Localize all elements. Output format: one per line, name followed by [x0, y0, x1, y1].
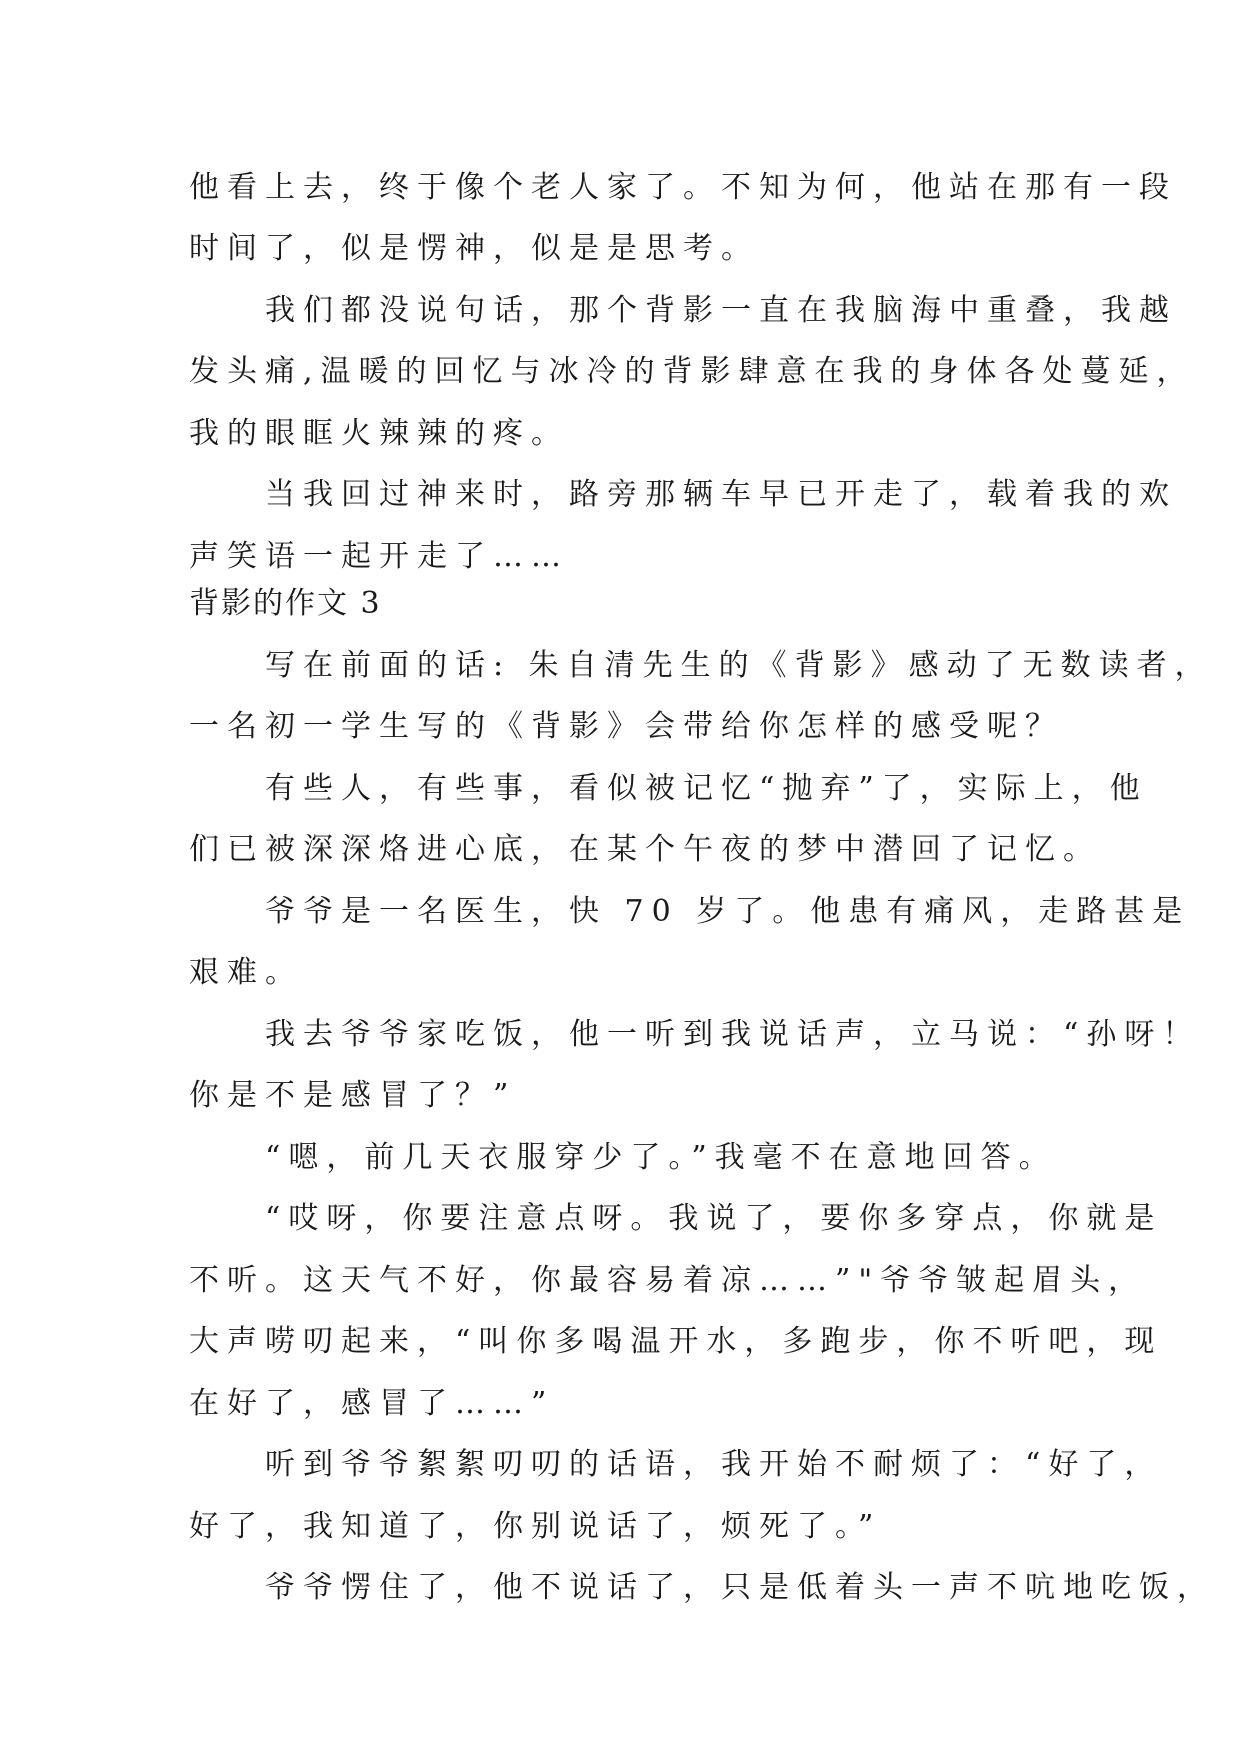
text-line: 一名初一学生写的《背影》会带给你怎样的感受呢？ — [189, 709, 1063, 744]
text-line: 时间了，似是愣神，似是是思考。 — [189, 231, 759, 266]
text-line: 我的眼眶火辣辣的疼。 — [189, 416, 569, 451]
text-line: 你是不是感冒了？” — [189, 1078, 517, 1113]
text-line: 在好了，感冒了……” — [189, 1386, 555, 1421]
text-line: 当我回过神来时，路旁那辆车早已开走了，载着我的欢 — [189, 477, 1177, 512]
text-line: 艰难。 — [189, 955, 303, 990]
text-line: 写在前面的话: 朱自清先生的《背影》感动了无数读者， — [189, 648, 1213, 683]
text-line: 他看上去，终于像个老人家了。不知为何，他站在那有一段 — [189, 170, 1177, 205]
text-line: 爷爷愣住了，他不说话了，只是低着头一声不吭地吃饭， — [189, 1570, 1215, 1605]
text-line: 不听。这天气不好，你最容易着凉……”"爷爷皱起眉头， — [189, 1263, 1147, 1298]
text-line: 好了，我知道了，你别说话了，烦死了。” — [189, 1509, 882, 1544]
text-line: 大声唠叨起来，“叫你多喝温开水，多跑步，你不听吧，现 — [189, 1324, 1163, 1359]
text-line: 发头痛,温暖的回忆与冰冷的背影肆意在我的身体各处蔓延， — [189, 354, 1195, 389]
text-line: 听到爷爷絮絮叨叨的话语，我开始不耐烦了：“好了， — [189, 1447, 1163, 1482]
text-line: 爷爷是一名医生，快 70 岁了。他患有痛风，走路甚是 — [189, 894, 1191, 929]
text-line: 有些人，有些事，看似被记忆“抛弃”了，实际上，他 — [189, 771, 1148, 806]
text-line: 我去爷爷家吃饭，他一听到我说话声，立马说：“孙呀！ — [189, 1017, 1201, 1052]
section-heading: 背影的作文 3 — [189, 586, 382, 621]
text-line: 声笑语一起开走了…… — [189, 539, 569, 574]
text-line: 我们都没说句话，那个背影一直在我脑海中重叠，我越 — [189, 293, 1177, 328]
text-line: “嗯，前几天衣服穿少了。”我毫不在意地回答。 — [189, 1140, 1057, 1175]
text-line: “哎呀，你要注意点呀。我说了，要你多穿点，你就是 — [189, 1201, 1163, 1236]
text-line: 们已被深深烙进心底，在某个午夜的梦中潜回了记忆。 — [189, 832, 1101, 867]
